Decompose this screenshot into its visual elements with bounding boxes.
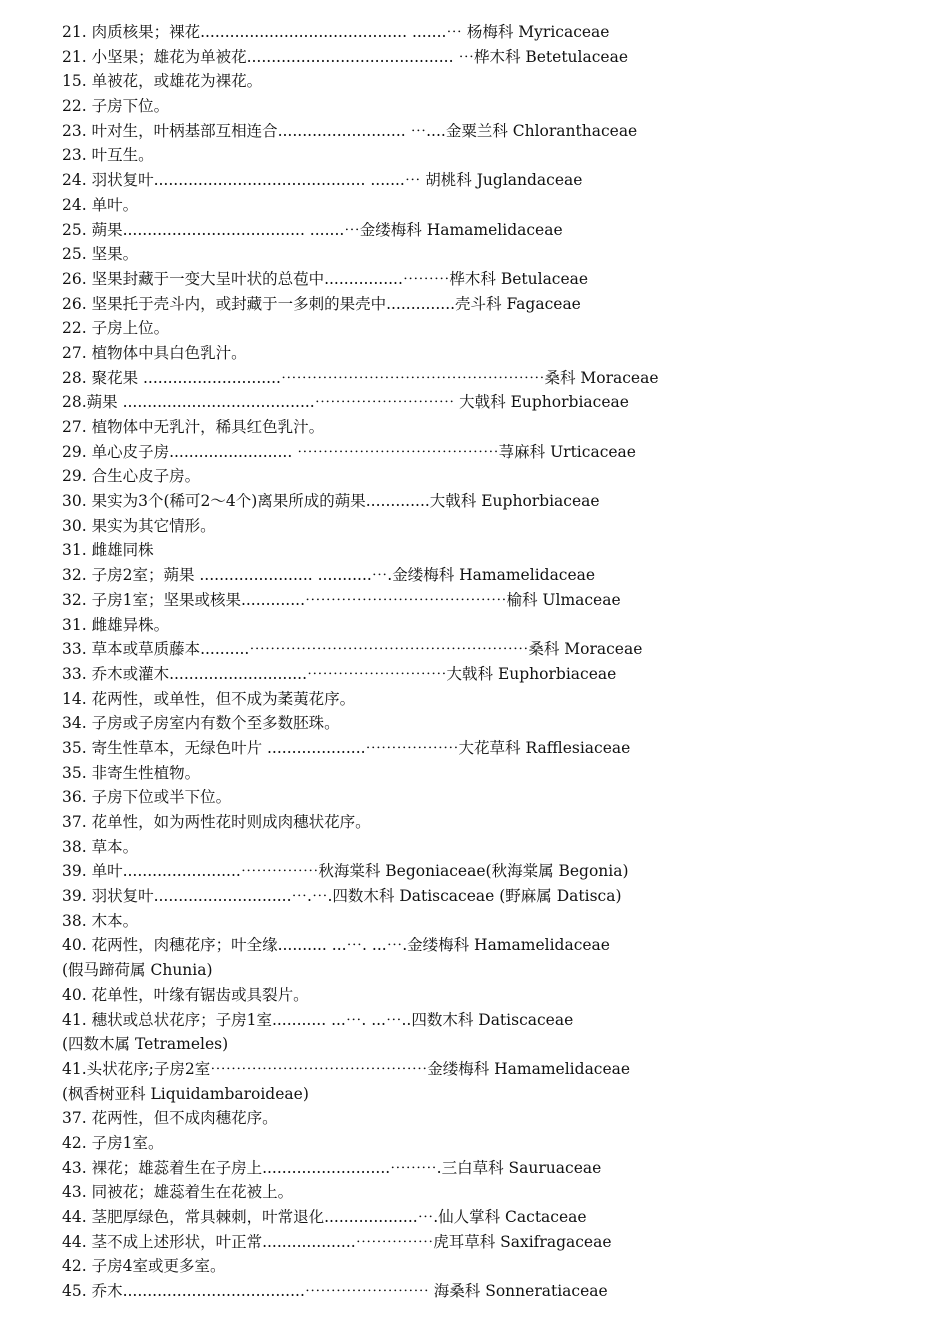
key-line: 41.头状花序;子房2室⋯⋯⋯⋯⋯⋯⋯⋯⋯⋯⋯⋯⋯⋯金缕梅科 Hamamelidaceae [62,1059,631,1078]
key-line: 24. 羽状复叶........................................... .......⋯ 胡桃科 Juglandaceae [62,171,583,190]
key-line: 40. 花两性，肉穗花序；叶全缘.......... ...⋯. ...⋯.金缕梅科 Hamamelidaceae [62,936,610,955]
key-line: 24. 单叶。 [62,195,139,214]
key-line: 44. 茎肥厚绿色，常具棘刺，叶常退化...................⋯.仙人掌科 Cactaceae [62,1208,587,1226]
key-line: 40. 花单性，叶缘有锯齿或具裂片。 [62,985,309,1004]
key-line: 15. 单被花，或雄花为裸花。 [62,72,263,91]
key-line: 14. 花两性，或单性，但不成为葇荑花序。 [62,689,356,708]
key-line: 25. 坚果。 [62,245,139,264]
key-line: 44. 茎不成上述形状，叶正常...................⋯⋯⋯⋯⋯虎耳草科 Saxifragaceae [62,1232,612,1251]
key-line: (枫香树亚科 Liquidambaroideae) [62,1084,309,1103]
key-line: 32. 子房1室；坚果或核果.............⋯⋯⋯⋯⋯⋯⋯⋯⋯⋯⋯⋯⋯榆科 Ulmaceae [62,590,621,609]
key-line: 25. 蒴果..................................... .......⋯金缕梅科 Hamamelidaceae [62,220,563,239]
key-line: 28. 聚花果 ............................⋯⋯⋯⋯⋯⋯⋯⋯⋯⋯⋯⋯⋯⋯⋯⋯⋯桑科 Moraceae [62,368,659,387]
key-line: 39. 单叶........................⋯⋯⋯⋯⋯秋海棠科 Begoniaceae(秋海棠属 Begonia) [62,862,629,881]
key-line: 23. 叶对生，叶柄基部互相连合.......................... ⋯....金粟兰科 Chloranthaceae [62,121,638,140]
key-line: 35. 非寄生性植物。 [62,763,201,782]
key-line: 23. 叶互生。 [62,146,154,165]
key-line: 22. 子房上位。 [62,319,170,338]
key-line: 32. 子房2室；蒴果 ....................... ...........⋯.金缕梅科 Hamamelidaceae [62,566,596,585]
key-line: 37. 花两性，但不成肉穗花序。 [62,1109,278,1128]
key-line: 33. 草本或草质藤本..........⋯⋯⋯⋯⋯⋯⋯⋯⋯⋯⋯⋯⋯⋯⋯⋯⋯⋯桑科 Moraceae [62,640,643,659]
key-line: 31. 雌雄异株。 [62,615,170,634]
key-line: (假马蹄荷属 Chunia) [62,961,213,980]
key-line: 29. 单心皮子房......................... ⋯⋯⋯⋯⋯⋯⋯⋯⋯⋯⋯⋯⋯荨麻科 Urticaceae [62,442,636,461]
key-line: 43. 裸花；雄蕊着生在子房上..........................⋯⋯⋯.三白草科 Sauruaceae [62,1158,602,1177]
key-line: 39. 羽状复叶............................⋯.⋯.四数木科 Datiscaceae (野麻属 Datisca) [62,887,622,906]
key-line: 34. 子房或子房室内有数个至多数胚珠。 [62,714,340,733]
key-line: 31. 雌雄同株 [62,541,154,560]
key-line: 21. 肉质核果；裸花.......................................... .......⋯ 杨梅科 Myricaceae [62,23,610,41]
key-line: 30. 果实为其它情形。 [62,516,216,535]
key-line: 26. 坚果封藏于一变大呈叶状的总苞中................⋯⋯⋯桦木科 Betulaceae [62,269,589,288]
key-line: 38. 木本。 [62,911,139,930]
key-line: 27. 植物体中具白色乳汁。 [62,343,247,362]
key-line: 36. 子房下位或半下位。 [62,788,232,807]
key-line: 33. 乔木或灌木............................⋯⋯⋯⋯⋯⋯⋯⋯⋯大戟科 Euphorbiaceae [62,664,617,683]
key-line: 22. 子房下位。 [62,97,170,116]
key-line: 27. 植物体中无乳汁，稀具红色乳汁。 [62,418,325,436]
key-line: 37. 花单性，如为两性花时则成肉穗状花序。 [62,813,371,831]
key-line: 30. 果实为3个(稀可2～4个)离果所成的蒴果.............大戟科 Euphorbiaceae [62,492,600,511]
key-line: 26. 坚果托于壳斗内，或封藏于一多刺的果壳中..............壳斗科 Fagaceae [62,294,581,313]
key-line: 45. 乔木.....................................⋯⋯⋯⋯⋯⋯⋯⋯ 海桑科 Sonneratiaceae [62,1282,608,1301]
key-line: 21. 小坚果；雄花为单被花.......................................... ⋯桦木科 Betetulaceae [62,47,629,66]
key-line: (四数木属 Tetrameles) [62,1035,229,1054]
key-line: 29. 合生心皮子房。 [62,467,201,486]
key-line: 43. 同被花；雄蕊着生在花被上。 [62,1183,294,1202]
key-line: 41. 穗状或总状花序；子房1室........... ...⋯. ...⋯..四数木科 Datiscaceae [62,1010,574,1029]
key-line: 35. 寄生性草本，无绿色叶片 ....................⋯⋯⋯⋯⋯⋯大花草科 Rafflesiaceae [62,738,631,757]
key-line: 38. 草本。 [62,837,139,856]
key-line: 28.蒴果 .......................................⋯⋯⋯⋯⋯⋯⋯⋯⋯ 大戟科 Euphorbiaceae [62,393,629,412]
key-line: 42. 子房4室或更多室。 [62,1257,226,1276]
key-line: 42. 子房1室。 [62,1133,164,1152]
